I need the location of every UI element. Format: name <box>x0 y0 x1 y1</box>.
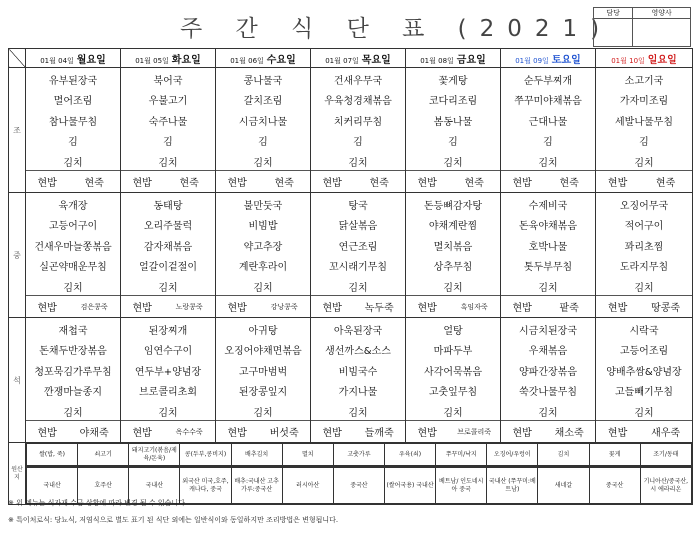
corner-cell <box>9 49 26 68</box>
menu-item: 브로콜리초회 <box>139 387 197 399</box>
menu-item: 김치 <box>634 282 654 294</box>
origin-country: 호주산 <box>78 468 129 504</box>
porridge-option: 현죽 <box>369 178 389 189</box>
menu-cell <box>501 318 596 443</box>
menu-item: 김치 <box>443 157 463 169</box>
menu-cell <box>26 193 121 318</box>
menu-item: 돈채두반장볶음 <box>39 346 107 358</box>
menu-item: 김치 <box>348 407 368 419</box>
origin-ingredient: 우육(쇠) <box>384 444 435 466</box>
porridge-option: 새우죽 <box>651 428 681 439</box>
rice-option: 현밥 <box>227 303 247 314</box>
rice-option: 현밥 <box>512 178 532 189</box>
menu-item: 동태탕 <box>153 201 183 212</box>
porridge-option: 흑임자죽 <box>460 302 488 311</box>
menu-item: 콩나물국 <box>243 76 283 87</box>
day-header <box>26 49 121 68</box>
origin-ingredient: 콩(두부,콩비지) <box>180 444 231 466</box>
menu-item: 감자채볶음 <box>143 241 193 253</box>
porridge-option: 현죽 <box>464 178 484 189</box>
porridge-option: 현죽 <box>274 178 294 189</box>
origin-ingredient: 배추김치 <box>231 444 282 466</box>
menu-item: 김치 <box>443 282 463 294</box>
menu-item: 임연수구이 <box>143 346 193 358</box>
rice-option: 현밥 <box>417 303 437 314</box>
menu-item: 꼬시래기무침 <box>329 262 387 274</box>
porridge-option: 현죽 <box>559 178 579 189</box>
menu-item: 고등어조림 <box>619 346 669 358</box>
origin-country: 기니아산/중국산,시 에라리온 <box>640 468 691 504</box>
note-change: ※ 위 메뉴는 식자재 수급 상황에 따라 변경 될 수 있습니다 <box>8 499 185 507</box>
menu-item: 재첩국 <box>58 326 88 337</box>
rice-option: 현밥 <box>417 428 437 439</box>
rice-option: 현밥 <box>607 178 628 189</box>
menu-cell <box>501 193 596 318</box>
menu-item: 김치 <box>538 157 558 169</box>
menu-item: 쭈꾸미야채볶음 <box>514 96 582 108</box>
porridge-option: 야채죽 <box>79 428 109 439</box>
approval-box <box>593 7 691 47</box>
menu-cell <box>26 68 121 193</box>
menu-item: 소고기국 <box>624 76 664 87</box>
menu-item: 톳두부무침 <box>523 262 573 274</box>
approval-label-manager: 담당 <box>594 8 633 19</box>
rice-option: 현밥 <box>132 303 152 314</box>
day-name: 목요일 <box>361 54 391 66</box>
menu-item: 가지나물 <box>338 387 378 399</box>
approval-label-dietitian: 영양사 <box>633 8 691 19</box>
menu-item: 김 <box>639 137 649 149</box>
origin-country: 새네갈 <box>538 468 589 504</box>
menu-item: 고춧잎무침 <box>428 387 478 399</box>
day-date: 01월 09일 <box>515 56 549 65</box>
porridge-option: 채소죽 <box>554 428 584 439</box>
day-header <box>406 49 501 68</box>
porridge-option: 현죽 <box>655 178 676 189</box>
menu-item: 된장찌개 <box>148 326 188 337</box>
menu-cell <box>596 68 693 193</box>
menu-item: 꽈리초찜 <box>624 241 664 253</box>
menu-item: 아욱된장국 <box>333 326 383 337</box>
meal-label: 조 <box>9 68 26 193</box>
porridge-option: 땅콩죽 <box>651 303 681 314</box>
menu-item: 고등어구이 <box>48 221 98 233</box>
menu-cell <box>121 193 216 318</box>
menu-item: 가자미조림 <box>619 96 669 108</box>
menu-item: 김치 <box>634 407 654 419</box>
rice-option: 현밥 <box>322 428 342 439</box>
note-special-diet: ※ 특이처로식: 당뇨식, 저염식으로 별도 표기 된 식단 외에는 일반식이와 동일하지만 조리방법은 변형됩니다. <box>8 516 339 524</box>
menu-item: 비빔국수 <box>338 366 378 378</box>
rice-option: 현밥 <box>322 303 342 314</box>
porridge-option: 강낭콩죽 <box>270 302 298 311</box>
porridge-option: 옥수수죽 <box>175 427 203 436</box>
menu-item: 북어국 <box>153 76 183 87</box>
menu-item: 얼갈이겉절이 <box>139 262 197 274</box>
rice-option: 현밥 <box>227 178 247 189</box>
menu-cell <box>311 318 406 443</box>
menu-item: 된장콩잎지 <box>238 387 288 399</box>
meal-label: 석 <box>9 318 26 443</box>
menu-item: 김 <box>353 137 363 149</box>
origin-ingredient: 쇠고기 <box>78 444 129 466</box>
meal-row <box>9 68 693 193</box>
menu-item: 김치 <box>158 282 178 294</box>
menu-item: 김치 <box>538 282 558 294</box>
menu-item: 김치 <box>63 407 83 419</box>
origin-country: 러시아산 <box>282 468 333 504</box>
menu-item: 우육청경채볶음 <box>324 96 392 108</box>
menu-item: 김치 <box>538 407 558 419</box>
rice-option: 현밥 <box>417 178 437 189</box>
porridge-option: 녹두죽 <box>364 303 394 314</box>
menu-item: 호박나물 <box>528 241 568 253</box>
menu-cell <box>406 318 501 443</box>
menu-item: 김치 <box>348 157 368 169</box>
menu-item: 청포묵김가루무침 <box>34 366 112 378</box>
origin-country: 중국산 <box>333 468 384 504</box>
day-header <box>501 49 596 68</box>
menu-item: 깐쟁마늘종지 <box>44 387 102 399</box>
rice-option: 현밥 <box>512 303 532 314</box>
origin-country: 국내산 <box>129 468 180 504</box>
origin-label: 원산지 <box>9 443 26 505</box>
menu-cell <box>121 68 216 193</box>
menu-item: 오징어무국 <box>619 201 669 212</box>
menu-item: 육개장 <box>58 201 88 212</box>
menu-item: 수제비국 <box>528 201 568 212</box>
rice-option: 현밥 <box>37 303 57 314</box>
menu-cell <box>121 318 216 443</box>
day-name: 금요일 <box>456 54 486 66</box>
meal-row <box>9 318 693 443</box>
origin-item-row <box>9 443 693 467</box>
origin-ingredient: 돼지고기(볶음/제육/돈육) <box>129 444 180 466</box>
menu-item: 김 <box>448 137 458 149</box>
menu-cell <box>26 318 121 443</box>
menu-item: 적어구이 <box>624 221 664 233</box>
menu-item: 탕국 <box>348 201 368 212</box>
menu-cell <box>501 68 596 193</box>
menu-item: 김치 <box>253 282 273 294</box>
menu-item: 김치 <box>634 157 654 169</box>
menu-item: 시락국 <box>629 326 659 337</box>
menu-cell <box>596 193 693 318</box>
origin-ingredient: 쌀(밥, 죽) <box>27 444 78 466</box>
menu-item: 김치 <box>253 157 273 169</box>
menu-item: 순두부찌개 <box>523 76 573 87</box>
menu-item: 불만둣국 <box>243 201 283 212</box>
origin-ingredient: 오징어/우렁이 <box>487 444 538 466</box>
day-header-row <box>9 49 693 68</box>
menu-item: 건새우무국 <box>333 76 383 87</box>
menu-item: 아귀탕 <box>248 326 278 337</box>
porridge-option: 팥죽 <box>559 303 579 314</box>
menu-item: 김치 <box>443 407 463 419</box>
menu-item: 멸어조림 <box>53 96 93 108</box>
origin-country: 외국산 미국,호주, 캐나다, 중국 <box>180 468 231 504</box>
rice-option: 현밥 <box>132 428 152 439</box>
origin-ingredient: 고춧가루 <box>333 444 384 466</box>
menu-item: 코다리조림 <box>428 96 478 108</box>
rice-option: 현밥 <box>512 428 532 439</box>
day-date: 01월 08일 <box>420 56 454 65</box>
rice-option: 현밥 <box>607 303 628 314</box>
menu-item: 마파두부 <box>433 346 473 358</box>
page-title: 주 간 식 단 표 (2021) <box>180 16 613 42</box>
day-name: 화요일 <box>171 54 201 66</box>
menu-item: 비빔밥 <box>248 221 278 233</box>
porridge-option: 노랑콩죽 <box>175 302 203 311</box>
menu-cell <box>311 193 406 318</box>
menu-item: 김치 <box>253 407 273 419</box>
menu-item: 계란후라이 <box>238 262 288 274</box>
menu-item: 쑥갓나물무침 <box>519 387 577 399</box>
menu-item: 시금치나물 <box>238 116 288 128</box>
menu-item: 야채계란찜 <box>428 221 478 233</box>
menu-item: 오징어야채면볶음 <box>224 346 302 358</box>
origin-ingredient: 조기/동태 <box>640 444 691 466</box>
porridge-option: 현죽 <box>179 178 199 189</box>
menu-item: 꽃게탕 <box>438 76 468 87</box>
menu-item: 고구마범벅 <box>238 366 288 378</box>
rice-option: 현밥 <box>37 178 57 189</box>
menu-item: 실곤약매운무침 <box>39 262 107 274</box>
menu-item: 돈등뼈감자탕 <box>424 201 482 212</box>
origin-country: (쌀어국용) 국내산 <box>384 468 435 504</box>
menu-item: 근대나물 <box>528 116 568 128</box>
menu-item: 오리주물럭 <box>143 221 193 233</box>
rice-option: 현밥 <box>132 178 152 189</box>
origin-ingredient: 멸치 <box>282 444 333 466</box>
menu-item: 시금치된장국 <box>519 326 577 337</box>
day-header <box>216 49 311 68</box>
menu-cell <box>311 68 406 193</box>
menu-item: 김치 <box>63 157 83 169</box>
rice-option: 현밥 <box>607 428 628 439</box>
menu-item: 김치 <box>158 407 178 419</box>
day-header <box>596 49 693 68</box>
menu-item: 돈육야채볶음 <box>519 221 577 233</box>
menu-cell <box>216 193 311 318</box>
menu-item: 김 <box>163 137 173 149</box>
rice-option: 현밥 <box>322 178 342 189</box>
menu-item: 우불고기 <box>148 96 188 108</box>
day-date: 01월 07일 <box>325 56 359 65</box>
porridge-option: 검은콩죽 <box>80 302 108 311</box>
menu-item: 닭살볶음 <box>338 221 378 233</box>
menu-item: 참나물무침 <box>48 116 98 128</box>
origin-ingredient: 꽃게 <box>589 444 640 466</box>
menu-item: 사각어묵볶음 <box>424 366 482 378</box>
menu-cell <box>406 193 501 318</box>
origin-country: 중국산 <box>589 468 640 504</box>
porridge-option: 버섯죽 <box>269 428 299 439</box>
origin-country: 국내산 <box>27 468 78 504</box>
menu-item: 양파간장볶음 <box>519 366 577 378</box>
menu-item: 숙주나물 <box>148 116 188 128</box>
origin-country: 국내산 (쭈꾸미:베트남) <box>487 468 538 504</box>
day-date: 01월 04일 <box>40 56 74 65</box>
day-header <box>311 49 406 68</box>
rice-option: 현밥 <box>227 428 247 439</box>
menu-item: 김 <box>258 137 268 149</box>
menu-item: 약고추장 <box>243 241 283 253</box>
menu-item: 갈치조림 <box>243 96 283 108</box>
menu-item: 유부된장국 <box>48 76 98 87</box>
menu-item: 봄동나물 <box>433 116 473 128</box>
weekly-menu-table <box>8 48 693 505</box>
porridge-option: 들깨죽 <box>364 428 394 439</box>
menu-item: 김치 <box>158 157 178 169</box>
menu-item: 김치 <box>348 282 368 294</box>
day-date: 01월 05일 <box>135 56 169 65</box>
rice-option: 현밥 <box>37 428 57 439</box>
origin-country: 배추:국내산 고추가루:중국산 <box>231 468 282 504</box>
approval-sign-manager[interactable] <box>594 19 633 47</box>
menu-item: 얼탕 <box>443 326 463 337</box>
menu-item: 연두부+양념장 <box>134 366 202 378</box>
menu-item: 멸치볶음 <box>433 241 473 253</box>
meal-label: 중 <box>9 193 26 318</box>
menu-item: 김 <box>543 137 553 149</box>
menu-item: 치커리무침 <box>333 116 383 128</box>
menu-item: 건새우마늘쫑볶음 <box>34 241 112 253</box>
menu-cell <box>406 68 501 193</box>
day-name: 일요일 <box>647 54 677 66</box>
menu-cell <box>216 68 311 193</box>
origin-ingredient: 쭈꾸미/낙지 <box>436 444 487 466</box>
day-date: 01월 06일 <box>230 56 264 65</box>
menu-item: 상추무침 <box>433 262 473 274</box>
menu-cell <box>596 318 693 443</box>
origin-ingredient: 김치 <box>538 444 589 466</box>
approval-sign-dietitian[interactable] <box>633 19 691 47</box>
day-name: 수요일 <box>266 54 296 66</box>
menu-item: 세발나물무침 <box>615 116 673 128</box>
menu-item: 우채볶음 <box>528 346 568 358</box>
day-date: 01월 10일 <box>611 56 645 65</box>
menu-cell <box>216 318 311 443</box>
menu-item: 김 <box>68 137 78 149</box>
menu-item: 생선까스&소스 <box>325 346 391 358</box>
origin-country: 베트남/ 인도네시아 중국 <box>436 468 487 504</box>
day-name: 월요일 <box>76 54 106 66</box>
menu-item: 김치 <box>63 282 83 294</box>
meal-row <box>9 193 693 318</box>
porridge-option: 브로콜리죽 <box>457 427 492 436</box>
day-header <box>121 49 216 68</box>
menu-item: 도라지무침 <box>619 262 669 274</box>
day-name: 토요일 <box>551 54 581 66</box>
menu-item: 양배추쌈&양념장 <box>606 366 682 378</box>
porridge-option: 현죽 <box>84 178 104 189</box>
menu-item: 고들빼기무침 <box>615 387 673 399</box>
menu-item: 연근조림 <box>338 241 378 253</box>
